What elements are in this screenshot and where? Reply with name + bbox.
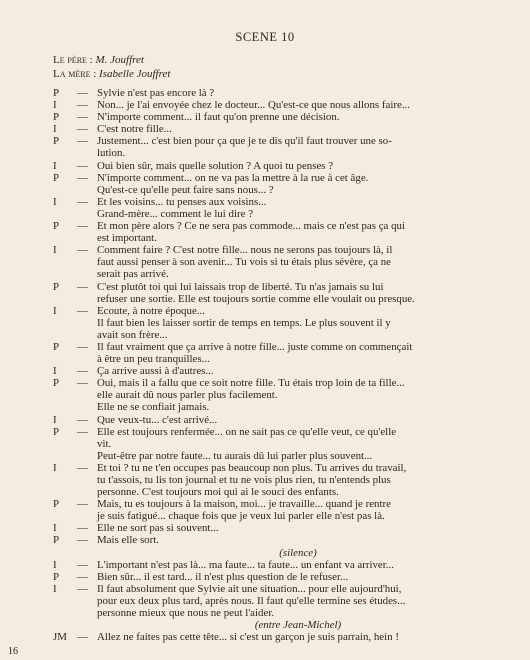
dialogue-line [53, 196, 503, 208]
dialogue-text: Mais elle sort. [97, 534, 160, 547]
speaker-label: I [53, 558, 57, 571]
dialogue-text: Ça arrive aussi à d'autres... [97, 365, 214, 378]
dialogue-line [53, 559, 503, 571]
dialogue-text: Et mon père alors ? Ce ne sera pas commode... mais ce n'est pas ça qui [97, 220, 406, 233]
dialogue-line [53, 414, 503, 426]
dialogue-dash: — [77, 365, 88, 378]
speaker-label: I [53, 123, 57, 136]
stage-direction: (entre Jean-Michel) [254, 619, 342, 632]
dialogue-dash: — [77, 534, 88, 547]
dialogue-dash: — [77, 87, 88, 99]
dialogue-dash: — [77, 171, 88, 184]
dialogue-continuation: serait pas arrivé. [97, 268, 169, 281]
dialogue-text: Elle est toujours renfermée... on ne sait pas ce qu'elle veut, ce qu'elle [97, 425, 397, 438]
dialogue-text: Et les voisins... tu penses aux voisins... [97, 195, 267, 208]
dialogue-line [53, 160, 503, 172]
dialogue-line [53, 426, 503, 438]
speaker-label: P [53, 570, 60, 583]
dialogue-continuation: personne. C'est toujours moi qui ai le souci des enfants. [97, 486, 339, 499]
dialogue-continuation: je suis fatigué... chaque fois que je veux lui parler elle n'est pas là. [97, 510, 385, 523]
dialogue-text: Oui, mais il a fallu que ce soit notre fille. Tu étais trop loin de ta fille... [97, 377, 405, 390]
dialogue-text: Et toi ? tu ne t'en occupes pas beaucoup non plus. Tu arrives du travail, [97, 461, 407, 474]
dialogue-dash: — [77, 582, 88, 595]
dialogue-line [53, 534, 503, 546]
speaker-label: P [53, 111, 60, 124]
dialogue-dash: — [77, 631, 88, 644]
dialogue-text: Oui bien sûr, mais quelle solution ? A quoi tu penses ? [97, 159, 334, 172]
dialogue-text: Non... je l'ai envoyée chez le docteur... Qu'est-ce que nous allons faire... [97, 99, 410, 112]
dialogue-dash: — [77, 461, 88, 474]
dialogue-continuation: est important. [97, 232, 157, 245]
dialogue-text: Que veux-tu... c'est arrivé... [97, 413, 218, 426]
dialogue-line [53, 123, 503, 135]
speaker-label: I [53, 244, 57, 257]
dialogue-text: C'est plutôt toi qui lui laissais trop de liberté. Tu n'as jamais su lui [97, 280, 384, 293]
dialogue-dash: — [77, 558, 88, 571]
dialogue-line [53, 571, 503, 583]
dialogue-text: Ecoute, à notre époque... [97, 304, 205, 317]
dialogue-line [53, 377, 503, 389]
speaker-label: I [53, 461, 57, 474]
dialogue-text: Allez ne faites pas cette tête... si c'est un garçon je suis parrain, hein ! [97, 631, 399, 644]
dialogue-line [53, 462, 503, 474]
dialogue-line [53, 583, 503, 595]
speaker-label: I [53, 413, 57, 426]
page-number: 16 [8, 646, 18, 657]
speaker-label: P [53, 171, 60, 184]
dialogue-text: N'importe comment... il faut qu'on prenne une décision. [97, 111, 340, 124]
dialogue-line [53, 244, 503, 256]
dialogue-line [53, 220, 503, 232]
cast-role: Le père : [53, 54, 93, 66]
dialogue-continuation: refuser une sortie. Elle est toujours sortie comme elle voulait ou presque. [97, 292, 415, 305]
dialogue-line [53, 172, 503, 184]
speaker-label: P [53, 340, 60, 353]
dialogue-dash: — [77, 135, 88, 148]
dialogue-line [53, 498, 503, 510]
dialogue-continuation: faut aussi penser à son avenir... Tu vois si tu étais plus sévère, ça ne [97, 256, 391, 269]
dialogue-dash: — [77, 340, 88, 353]
speaker-label: I [53, 304, 57, 317]
speaker-label: I [53, 159, 57, 172]
dialogue-continuation: Il faut bien les laisser sortir de temps en temps. Le plus souvent il y [97, 316, 391, 329]
speaker-label: I [53, 195, 57, 208]
dialogue-dash: — [77, 159, 88, 172]
dialogue-text: C'est notre fille... [97, 123, 172, 136]
dialogue-line [53, 631, 503, 643]
dialogue-line [53, 87, 503, 99]
cast-actor: M. Jouffret [95, 54, 144, 66]
dialogue-continuation: lution. [97, 147, 126, 160]
dialogue-dash: — [77, 425, 88, 438]
dialogue-continuation: pour eux deux plus tard, après nous. Il faut qu'elle termine ses études... [97, 594, 406, 607]
cast-role: La mère : [53, 67, 97, 80]
dialogue-line [53, 99, 503, 111]
speaker-label: I [53, 365, 57, 378]
dialogue-continuation: personne mieux que nous ne peut l'aider. [97, 607, 275, 620]
dialogue-continuation: vit. [97, 437, 112, 450]
dialogue-continuation: Qu'est-ce qu'elle peut faire sans nous... ? [97, 183, 274, 196]
cast-actor: Isabelle Jouffret [99, 67, 171, 80]
dialogue-text: Comment faire ? C'est notre fille... nous ne serons pas toujours là, il [97, 244, 393, 257]
dialogue-dash: — [77, 220, 88, 233]
speaker-label: I [53, 522, 57, 535]
stage-direction: (silence) [279, 546, 317, 559]
dialogue-text: Mais, tu es toujours à la maison, moi... je travaille... quand je rentre [97, 498, 391, 511]
speaker-label: P [53, 377, 60, 390]
dialogue-text: N'importe comment... on ne va pas la mettre à la rue à cet âge. [97, 171, 369, 184]
speaker-label: I [53, 582, 57, 595]
dialogue-dash: — [77, 111, 88, 124]
dialogue-text: Elle ne sort pas si souvent... [97, 522, 219, 535]
speaker-label: P [53, 280, 60, 293]
cast-entry-father [53, 54, 170, 68]
dialogue-line [53, 522, 503, 534]
dialogue-dash: — [77, 195, 88, 208]
dialogue-dash: — [77, 304, 88, 317]
scene-title: SCENE 10 [235, 30, 295, 44]
dialogue-line [53, 111, 503, 123]
dialogue-dash: — [77, 498, 88, 511]
dialogue-block [53, 87, 503, 643]
speaker-label: P [53, 425, 60, 438]
dialogue-dash: — [77, 570, 88, 583]
dialogue-dash: — [77, 522, 88, 535]
dialogue-dash: — [77, 244, 88, 257]
speaker-label: P [53, 220, 60, 233]
dialogue-text: Justement... c'est bien pour ça que je te dis qu'il faut trouver une so- [97, 135, 392, 148]
dialogue-dash: — [77, 123, 88, 136]
cast-list [53, 54, 170, 81]
dialogue-continuation: tu t'assois, tu lis ton journal et tu ne vois plus rien, tu n'entends plus [97, 474, 391, 486]
speaker-label: P [53, 498, 60, 511]
dialogue-dash: — [77, 377, 88, 390]
dialogue-continuation: Grand-mère... comment le lui dire ? [97, 207, 254, 220]
dialogue-continuation: à être un peu tranquilles... [97, 353, 210, 366]
dialogue-continuation: elle aurait dû nous parler plus facilement. [97, 389, 278, 402]
dialogue-dash: — [77, 99, 88, 112]
dialogue-text: L'important n'est pas là... ma faute... ta faute... un enfant va arriver... [97, 558, 394, 571]
dialogue-line [53, 281, 503, 293]
dialogue-text: Bien sûr... il est tard... il n'est plus question de le refuser... [97, 570, 349, 583]
speaker-label: I [53, 99, 57, 112]
dialogue-text: Sylvie n'est pas encore là ? [97, 87, 215, 99]
dialogue-line [53, 135, 503, 147]
speaker-label: P [53, 135, 60, 148]
cast-entry-mother [53, 68, 170, 82]
dialogue-continuation: avait son frère... [97, 328, 168, 341]
dialogue-text: Il faut vraiment que ça arrive à notre fille... juste comme on commençait [97, 340, 413, 353]
speaker-label: P [53, 534, 60, 547]
dialogue-continuation: Elle ne se confiait jamais. [97, 401, 210, 414]
speaker-label: P [53, 87, 60, 99]
speaker-label: JM [53, 631, 67, 644]
dialogue-text: Il faut absolument que Sylvie ait une situation... pour elle aujourd'hui, [97, 582, 402, 595]
dialogue-dash: — [77, 413, 88, 426]
dialogue-line [53, 365, 503, 377]
dialogue-line [53, 341, 503, 353]
dialogue-line [53, 305, 503, 317]
dialogue-dash: — [77, 280, 88, 293]
dialogue-continuation: Peut-être par notre faute... tu aurais dû lui parler plus souvent... [97, 449, 373, 462]
